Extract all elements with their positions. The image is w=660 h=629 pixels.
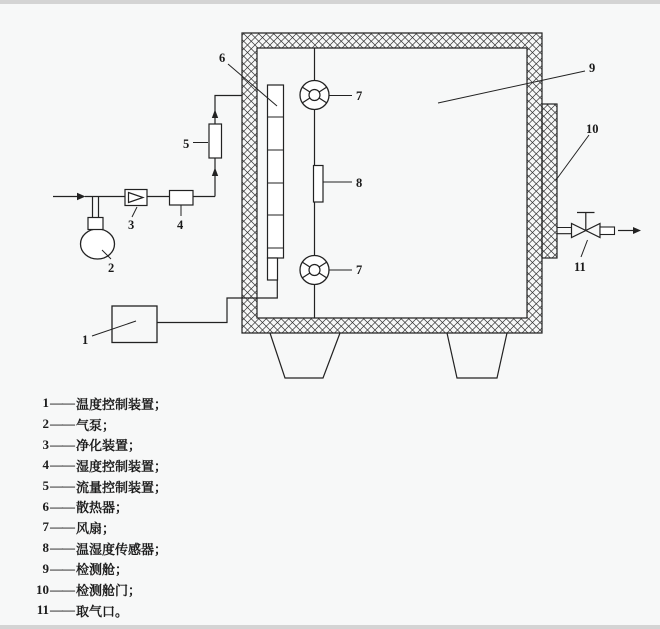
leader-3 [132,207,137,217]
legend-number: 9 [42,560,49,576]
legend-label: 温湿度传感器； [76,541,168,557]
legend-dash: —— [50,540,74,556]
label-7-bottom: 7 [356,263,363,277]
legend-number: 5 [42,478,49,494]
flow-up-arrow-upper [212,110,218,119]
legend-number: 2 [42,416,49,432]
legend-dash: —— [50,457,74,473]
legend-dash: —— [50,498,74,514]
legend-item-4 [36,455,167,476]
label-4: 4 [177,218,184,232]
legend-number: 8 [42,540,49,556]
legend-number: 11 [36,602,49,618]
outlet-flow-arrow [618,227,641,234]
legend-item-9 [36,559,167,580]
legend-dash: —— [50,436,74,452]
flow-controller [209,124,222,158]
legend-label: 气泵； [76,417,116,433]
legend-item-11 [36,600,167,621]
leader-10 [556,135,589,180]
legend-item-5 [36,476,167,497]
legend-number: 6 [42,498,49,514]
temp-humidity-sensor [314,166,324,203]
legend-dash: —— [50,478,74,494]
leader-1 [92,321,136,336]
purifier-check-valve-icon [125,190,147,206]
label-8: 8 [356,176,363,190]
legend-label: 取气口。 [76,603,129,619]
leader-lines [92,64,589,336]
legend-label: 检测舱门； [76,583,142,599]
legend-label: 散热器； [76,500,129,516]
fan-bottom-icon [300,256,329,285]
legend-dash: —— [50,560,74,576]
temperature-controller-box [112,306,157,343]
legend-item-7 [36,517,167,538]
legend-number: 7 [42,519,49,535]
air-pump [81,218,115,260]
radiator [268,85,284,280]
legend-number: 10 [36,581,49,597]
legend-label: 温度控制装置； [76,396,168,412]
legend-number: 4 [42,457,49,473]
legend-dash: —— [50,519,74,535]
legend-item-3 [36,434,167,455]
leader-9 [438,71,585,103]
legend-item-6 [36,496,167,517]
chamber-leg-right [447,333,507,378]
label-11: 11 [574,260,586,274]
label-9: 9 [589,61,596,75]
label-2: 2 [108,261,115,275]
label-7-top: 7 [356,89,363,103]
flow-up-arrow-lower [212,168,218,177]
chamber-leg-left [270,333,340,378]
humidity-controller-box [170,191,194,206]
label-10: 10 [586,122,599,136]
chamber-door [542,104,557,258]
legend-item-8 [36,538,167,559]
bottom-edge-band [0,625,660,629]
legend-label: 净化装置； [76,438,142,454]
label-5: 5 [183,137,190,151]
legend-label: 湿度控制装置； [76,458,168,474]
legend-dash: —— [50,581,74,597]
inlet-flow-arrow [53,193,86,200]
fan-top-icon [300,81,329,110]
legend-number: 1 [42,395,49,411]
legend-label: 流量控制装置； [76,479,168,495]
label-1: 1 [82,333,89,347]
leader-11 [581,240,588,257]
legend [36,393,167,621]
legend-dash: —— [50,395,74,411]
controller-wire [157,280,277,323]
legend-item-1 [36,393,167,414]
legend-dash: —— [50,602,74,618]
sampling-valve-icon [557,213,615,238]
label-3: 3 [128,218,135,232]
legend-dash: —— [50,416,74,432]
legend-item-10 [36,579,167,600]
label-6: 6 [219,51,226,65]
legend-label: 检测舱； [76,562,129,578]
legend-item-2 [36,414,167,435]
legend-label: 风扇； [76,520,116,536]
chamber-wall [242,33,542,333]
legend-number: 3 [42,436,49,452]
